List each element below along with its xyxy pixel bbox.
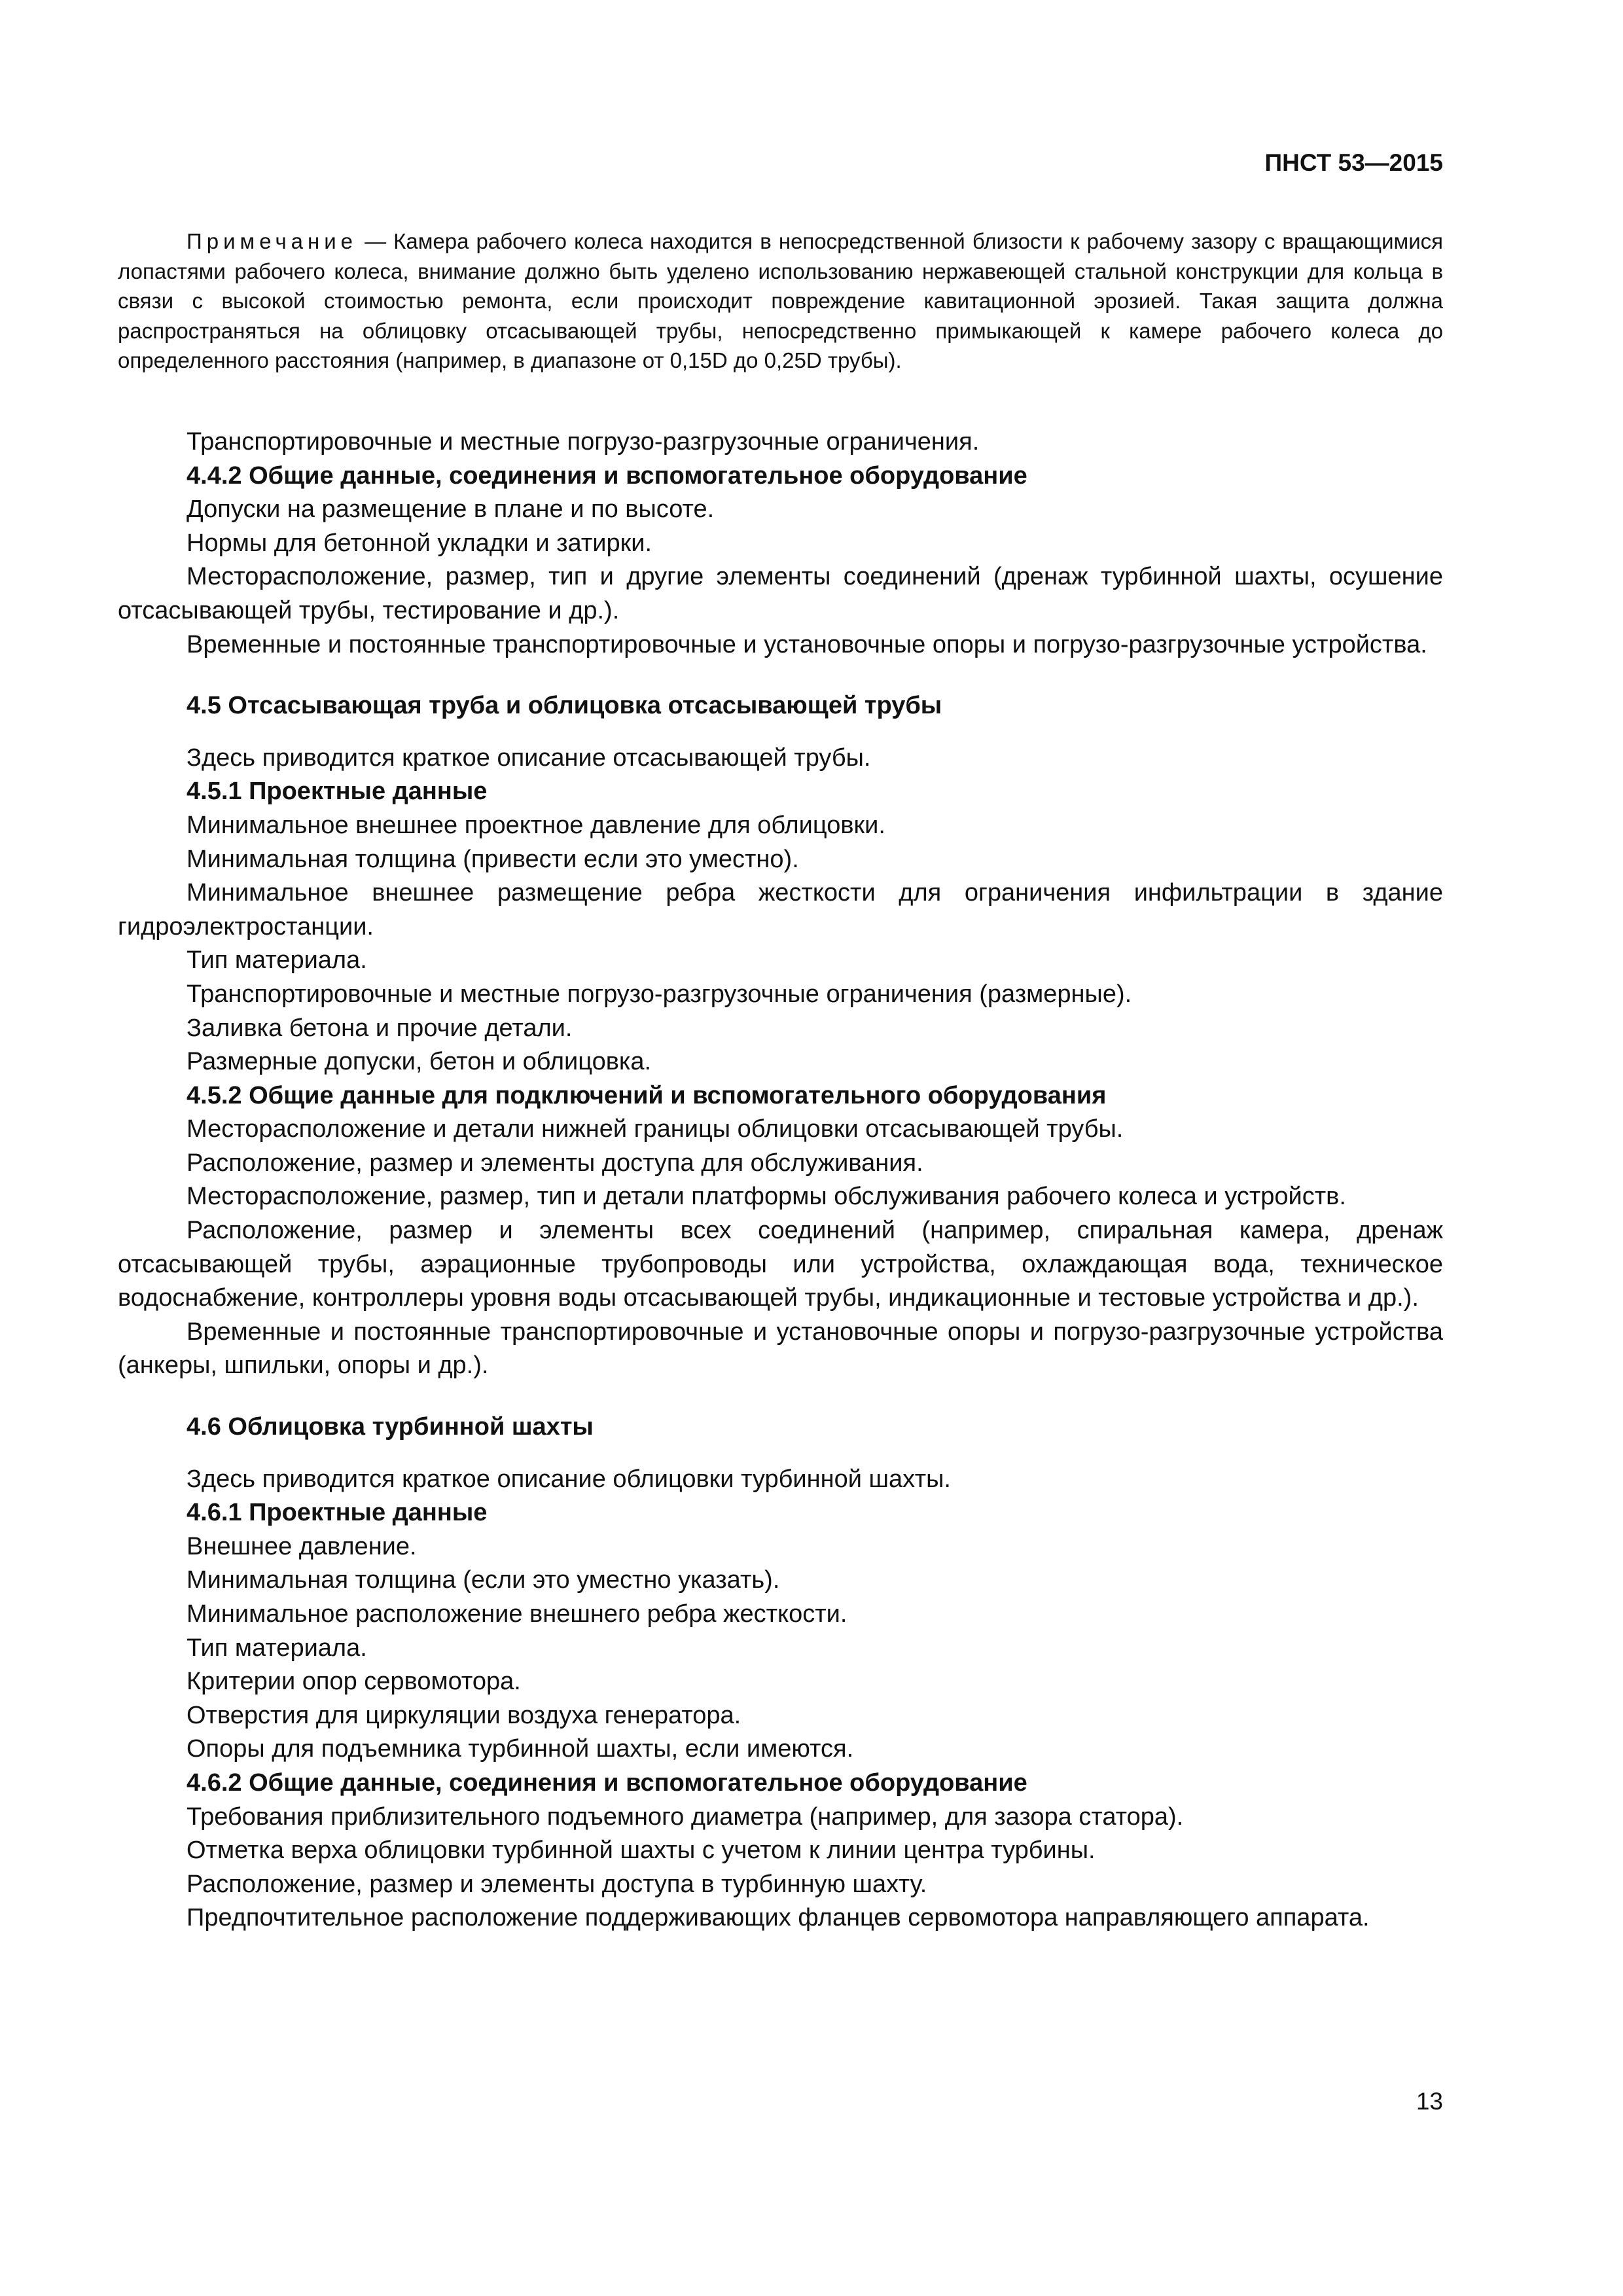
- note-label: Примечание: [187, 229, 358, 253]
- paragraph: Транспортировочные и местные погрузо-разгрузочные ограничения.: [187, 428, 980, 456]
- paragraph: Расположение, размер и элементы доступа в турбинную шахту.: [187, 1870, 927, 1898]
- paragraph: Внешнее давление.: [187, 1532, 417, 1560]
- standard-code: ПНСТ 53—2015: [1264, 149, 1443, 176]
- subsection-heading-4-4-2: 4.4.2 Общие данные, соединения и вспомогательное оборудование: [187, 461, 1027, 490]
- paragraph: Месторасположение, размер, тип и другие элементы соединений (дренаж турбинной шахты, осушение отсасывающей трубы, тестирование и др.).: [118, 563, 1443, 624]
- page-number: 13: [1416, 2088, 1443, 2115]
- subsection-heading-4-6-2: 4.6.2 Общие данные, соединения и вспомогательное оборудование: [187, 1768, 1027, 1797]
- paragraph: Отверстия для циркуляции воздуха генератора.: [187, 1701, 741, 1729]
- document-page: [118, 0, 1443, 2296]
- paragraph: Минимальное расположение внешнего ребра жесткости.: [187, 1600, 847, 1628]
- note-text: — Камера рабочего колеса находится в непосредственной близости к рабочему зазору с вращающимися лопастями рабочего колеса, внимание должно быть уделено использованию нержавеющей стальной конструкции для кольца в связи с высокой стоимостью ремонта, если происходит повреждение кавитационной эрозией. Такая защита должна распространяться на облицовку отсасывающей трубы, непосредственно примыкающей к камере рабочего колеса до определенного расстояния (например, в диапазоне от 0,15D до 0,25D трубы).: [118, 229, 1443, 372]
- note-block: [118, 226, 1443, 376]
- paragraph: Здесь приводится краткое описание облицовки турбинной шахты.: [187, 1465, 951, 1493]
- paragraph: Минимальное внешнее размещение ребра жесткости для ограничения инфильтрации в здание гидроэлектростанции.: [118, 879, 1443, 941]
- paragraph: Тип материала.: [187, 946, 367, 975]
- paragraph: Минимальная толщина (привести если это уместно).: [187, 845, 799, 873]
- paragraph: Здесь приводится краткое описание отсасывающей трубы.: [187, 744, 871, 772]
- paragraph: Расположение, размер и элементы всех соединений (например, спиральная камера, дренаж отсасывающей трубы, аэрационные трубопроводы или устройства, охлаждающая вода, техническое водоснабжение, контроллеры уровня воды отсасывающей трубы, индикационные и тестовые устройства и др.).: [118, 1217, 1443, 1312]
- paragraph: Расположение, размер и элементы доступа для обслуживания.: [187, 1149, 923, 1177]
- paragraph: Минимальное внешнее проектное давление для облицовки.: [187, 811, 885, 839]
- section-heading-4-6: 4.6 Облицовка турбинной шахты: [187, 1413, 594, 1441]
- subsection-heading-4-5-1: 4.5.1 Проектные данные: [187, 778, 488, 806]
- note-paragraph: [118, 226, 1443, 376]
- paragraph: Нормы для бетонной укладки и затирки.: [187, 529, 652, 557]
- paragraph: Предпочтительное расположение поддерживающих фланцев сервомотора направляющего аппарата.: [187, 1904, 1370, 1932]
- paragraph: Транспортировочные и местные погрузо-разгрузочные ограничения (размерные).: [187, 980, 1132, 1008]
- body-text: [118, 425, 1443, 1935]
- paragraph: Временные и постоянные транспортировочные и установочные опоры и погрузо-разгрузочные устройства.: [187, 630, 1427, 658]
- paragraph: Критерии опор сервомотора.: [187, 1668, 521, 1696]
- paragraph: Заливка бетона и прочие детали.: [187, 1014, 573, 1042]
- paragraph: Требования приблизительного подъемного диаметра (например, для зазора статора).: [187, 1803, 1184, 1831]
- paragraph: Тип материала.: [187, 1634, 367, 1662]
- paragraph: Опоры для подъемника турбинной шахты, если имеются.: [187, 1735, 854, 1763]
- paragraph: Месторасположение, размер, тип и детали платформы обслуживания рабочего колеса и устройств.: [187, 1183, 1346, 1211]
- paragraph: Размерные допуски, бетон и облицовка.: [187, 1048, 652, 1076]
- subsection-heading-4-6-1: 4.6.1 Проектные данные: [187, 1499, 488, 1527]
- section-heading-4-5: 4.5 Отсасывающая труба и облицовка отсасывающей трубы: [187, 692, 942, 720]
- paragraph: Временные и постоянные транспортировочные и установочные опоры и погрузо-разгрузочные устройства (анкеры, шпильки, опоры и др.).: [118, 1318, 1443, 1380]
- paragraph: Отметка верха облицовки турбинной шахты с учетом к линии центра турбины.: [187, 1837, 1096, 1865]
- subsection-heading-4-5-2: 4.5.2 Общие данные для подключений и вспомогательного оборудования: [187, 1081, 1107, 1109]
- paragraph: Допуски на размещение в плане и по высоте.: [187, 495, 715, 524]
- paragraph: Минимальная толщина (если это уместно указать).: [187, 1566, 780, 1594]
- paragraph: Месторасположение и детали нижней границы облицовки отсасывающей трубы.: [187, 1115, 1124, 1143]
